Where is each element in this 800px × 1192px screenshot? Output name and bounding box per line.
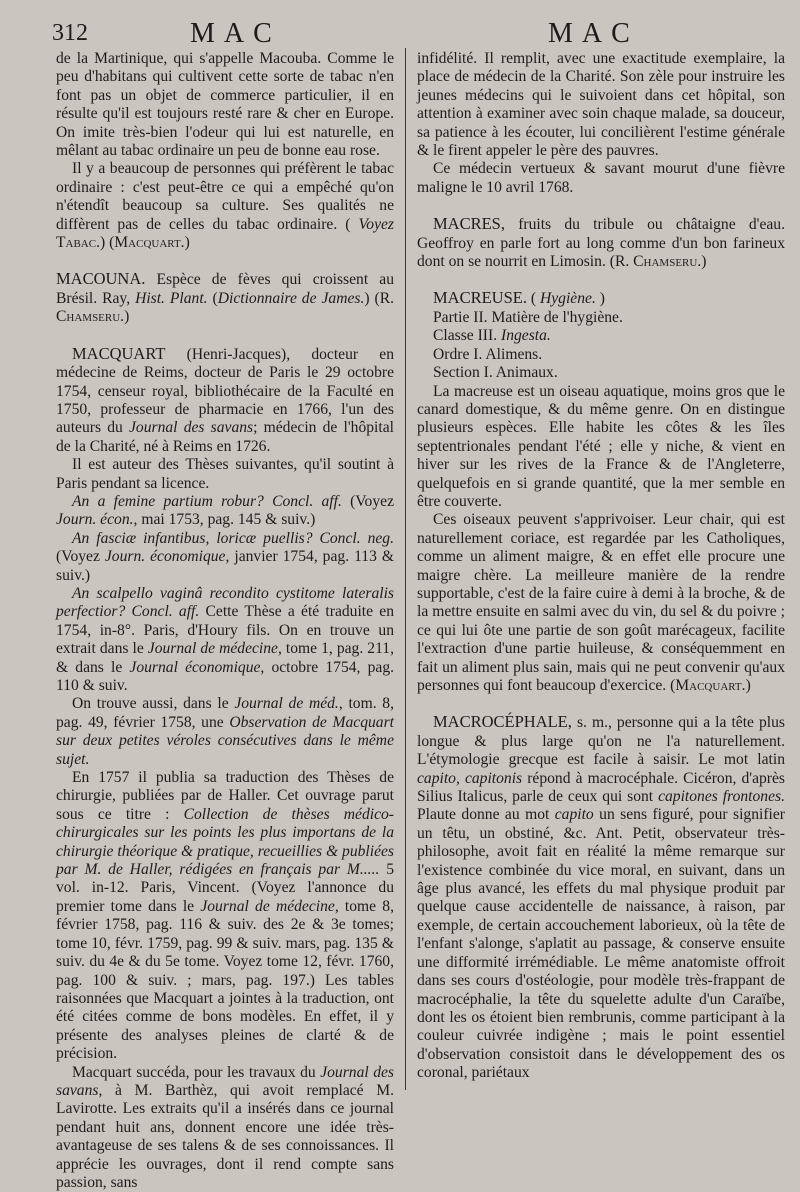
- entry-headword: MACROCÉPHALE,: [433, 712, 572, 732]
- text: En 1757 il publia sa traduction des Thèses de chirurgie, publiées par de Haller. Cet ouvrage parut sous ce titre :: [56, 769, 394, 823]
- italic-text: Voyez: [358, 215, 394, 233]
- author-signature: (R. Chamseru.): [56, 289, 394, 326]
- text: Macquart succéda, pour les travaux du: [72, 1063, 316, 1081]
- classification-line: Section I. Animaux.: [433, 364, 558, 382]
- text: Ces oiseaux peuvent s'apprivoiser. Leur chair, qui est naturellement coriace, est regardée par les Catholiques, comme un aliment maigre, & en effet elle procure une maigre chère. La meilleure manière de la rendre supportable, c'est de la faire cuire à demi à la broche, & de la mettre ensuite en salmi avec du vin, du sel & du poivre ; ce qui lui ôte une partie de son goût marécageux, facilite l'extraction d'une partie huileuse, & conséquemment en fait un aliment plus sain, mais qui ne peut convenir qu'aux personnes qui font beaucoup d'exercice. (: [417, 511, 785, 694]
- right-column: [417, 50, 785, 1083]
- left-column: [56, 50, 394, 1192]
- italic-text: Journ. écon.: [56, 511, 134, 529]
- italic-text: Ingesta.: [501, 327, 551, 345]
- author-signature: (Macquart.): [109, 234, 190, 252]
- paragraph: La macreuse est un oiseau aquatique, moins gros que le canard domestique, & du même genre. On en distingue plusieurs espèces. Elle habite les côtes & les îles septentrionales pendant l'été ; elle y niche, & vient en hiver sur les rives de la France & de l'Angleterre, quelquefois en si grande quantité, que la mer semble en être couverte.: [417, 382, 785, 510]
- text: , à M. Barthèz, qui avoit remplacé M. Lavirotte. Les extraits qu'il a insérés dans ce journal pendant huit ans, donnent encore une idée très-avantageuse de ses talens & de ses connoissances. Il apprécie les ouvrages, dont il rend compte sans passion, sans: [56, 1081, 394, 1191]
- entry-headword: MACRES,: [433, 214, 505, 234]
- italic-text: capito: [554, 806, 594, 824]
- italic-text: Journal de méd.: [234, 695, 339, 713]
- text: (Voyez: [350, 492, 394, 510]
- italic-text: Journ. économique: [104, 548, 226, 566]
- italic-text: Journal de médecine: [147, 640, 278, 658]
- paragraph-journal-des-savans: [56, 1064, 394, 1192]
- italic-text: An fasciæ infantibus, loricæ puellis? Concl. neg.: [72, 529, 394, 547]
- italic-text: An a femine partium robur? Concl. aff.: [72, 492, 342, 510]
- classification-line: Partie II. Matière de l'hygiène.: [433, 308, 623, 326]
- text: Plaute donne au mot: [417, 806, 550, 824]
- entry-macquart: [56, 345, 394, 456]
- paragraph: [417, 511, 785, 695]
- text: ): [100, 234, 106, 252]
- entry-headword: MACQUART: [72, 343, 166, 363]
- text: un sens figuré, pour signifier un têtu, un obstiné, &c. Ant. Petit, observateur très-philosophe, avoit fait en réalité la même remarque sur l'existence combinée du vice moral, en suivant, dans un âge plus avancé, les effets du mal physique produit par quelque cause accidentelle de naissance, à raison, par exemple, de certain accouchement laborieux, où la tête de l'enfant s'alonge, s'aplatit au passage, & conserve ensuite une difformité irrémédiable. Le même anatomiste offroit dans ses cours d'ostéologie, pour modèle très-frappant de macrocéphalie, la tête du squelette adulte d'un Caraïbe, dont les os étoient bien rembrunis, comme participant à la couleur cuivrée indigène ; mais le point essentiel d'observation consistoit dans le développement des os coronal, pariétaux: [417, 806, 785, 1082]
- paragraph-these-1: [56, 493, 394, 530]
- text: ): [364, 289, 370, 307]
- italic-text: Dictionnaire de James.: [217, 289, 365, 307]
- text: Il y a beaucoup de personnes qui préfèrent le tabac ordinaire : c'est peut-être ce qui a empêché qu'on n'étendît beaucoup sa culture. Ses qualités ne diffèrent pas de celles du tabac ordinaire. (: [56, 160, 394, 233]
- italic-text: Journal économique: [129, 658, 261, 676]
- italic-text: Hygiène.: [540, 290, 596, 308]
- paragraph-macquart-continued: infidélité. Il remplit, avec une exactitude exemplaire, la place de médecin de la Charité. Son zèle pour instruire les jeunes médecins qui le suivoient dans cet hôpital, son attention à examiner avec soin chaque malade, sa douceur, sa patience à les écouter, lui concilièrent l'estime générale & le firent appeler le père des pauvres.: [417, 50, 785, 160]
- text: , octobre 1754, pag. 110 & suiv.: [56, 658, 395, 694]
- cross-reference: Tabac.: [56, 234, 100, 252]
- text: s. m., personne qui a la tête plus longue & plus large qu'on ne l'a naturellement. L'étymologie grecque est facile à saisir. Le mot latin: [417, 714, 785, 769]
- italic-text: Collection de thèses médico-chirurgicales sur les points les plus importans de la chirurgie théorique & pratique, recueillies & publiées par M. de Haller, rédigées en français par M.....: [56, 805, 394, 879]
- text: Cette Thèse a été traduite en 1754, in-8°. Paris, d'Houry fils. On en trouve un extrait dans le: [56, 603, 395, 658]
- text: Classe III.: [433, 327, 498, 345]
- paragraph-these-2: [56, 530, 394, 585]
- paragraph-traduction: [56, 769, 394, 1064]
- italic-text: Journal de médecine: [200, 897, 335, 915]
- italic-text: An scalpello vaginâ recondito cystitome lateralis perfectior? Concl. aff.: [56, 584, 394, 621]
- text: répond à macrocéphale. Cicéron, d'après Silius Italicus, parle de ceux qui sont: [417, 769, 785, 806]
- paragraph-observation: [56, 695, 394, 769]
- text: ): [745, 677, 751, 694]
- classification-line: [417, 327, 785, 345]
- text: (Voyez: [56, 548, 100, 566]
- running-head-right: MAC: [548, 18, 639, 49]
- text: , mai 1753, pag. 145 & suiv.): [133, 511, 316, 529]
- italic-text: capito, capitonis: [417, 769, 523, 787]
- text: Espèce de fèves qui croissent au Brésil. Ray,: [56, 271, 394, 307]
- text: ): [599, 290, 605, 308]
- classification-line: Ordre I. Alimens.: [433, 345, 543, 363]
- paragraph-these-3: [56, 585, 394, 695]
- text: On trouve aussi, dans le: [72, 695, 229, 713]
- italic-text: Journal des savans: [56, 1063, 394, 1099]
- text: ): [701, 253, 707, 271]
- text: (: [530, 290, 537, 308]
- paragraph-macouba-end: de la Martinique, qui s'appelle Macouba. Comme le peu d'habitans qui cultivent cette sorte de tabac n'en font pas un objet de commerce particulier, il en résulte qu'il est toujours resté rare & cher en Europe. On imite très-bien l'odeur qui lui est naturelle, en mêlant au tabac ordinaire un peu de bonne eau rose.: [56, 50, 394, 160]
- text: , tome 8, février 1758, pag. 116 & suiv. des 2e & 3e tomes; tome 10, févr. 1759, pag. 99 & suiv. mars, pag. 135 & suiv. du 4e & du 5e tome. Voyez tome 12, févr. 1760, pag. 100 & suiv. ; mars, pag. 197.) Les tables raisonnées que Macquart a jointes à la traduction, ont été citées comme de bons modèles. En effet, il y présente des analyses pleines de clarté & de précision.: [56, 897, 394, 1063]
- entry-macreuse: [417, 289, 785, 308]
- italic-text: Hist. Plant.: [135, 289, 208, 307]
- paragraph: Il est auteur des Thèses suivantes, qu'il soutint à Paris pendant sa licence.: [56, 456, 394, 492]
- entry-macouna: [56, 270, 394, 326]
- text: , tom. 8, pag. 49, février 1758, une: [56, 695, 394, 731]
- text: , janvier 1754, pag. 113 & suiv.): [56, 548, 394, 584]
- page-number: 312: [52, 20, 88, 46]
- paragraph-tabac-ordinaire: [56, 160, 394, 252]
- text: (: [212, 289, 218, 307]
- text: (Henri-Jacques), docteur en médecine de Reims, docteur de Paris le 29 octobre 1754, censeur royal, bibliothécaire de la Faculté en 1750, professeur de pharmacie en 1766, l'un des auteurs du: [56, 345, 394, 437]
- text: 5 vol. in-12. Paris, Vincent. (Voyez l'annonce du premier tome dans le: [56, 861, 394, 915]
- italic-text: Observation de Macquart sur deux petites véroles consécutives dans le même sujet.: [56, 713, 395, 768]
- text: fruits du tribule ou châtaigne d'eau. Geoffroy en parle fort au long comme d'un bon farineux dont on se nourrit en Limosin. (: [417, 216, 785, 271]
- entry-macrocephale: [417, 713, 785, 1082]
- entry-headword: MACREUSE.: [433, 288, 527, 308]
- entry-headword: MACOUNA.: [56, 269, 146, 289]
- italic-text: Journal des savans: [129, 419, 254, 437]
- paragraph-death: Ce médecin vertueux & savant mourut d'une fièvre maligne le 10 avril 1768.: [417, 160, 785, 196]
- italic-text: capitones frontones.: [658, 788, 785, 806]
- author-signature: Macquart.: [675, 677, 746, 694]
- text: ; médecin de l'hôpital de la Charité, né à Reims en 1726.: [56, 419, 394, 455]
- text: , tome 1, pag. 211, & dans le: [56, 640, 395, 676]
- entry-macres: [417, 215, 785, 271]
- running-head-left: MAC: [190, 18, 281, 49]
- column-divider: [405, 48, 406, 1090]
- author-signature: R. Chamseru.: [614, 253, 702, 271]
